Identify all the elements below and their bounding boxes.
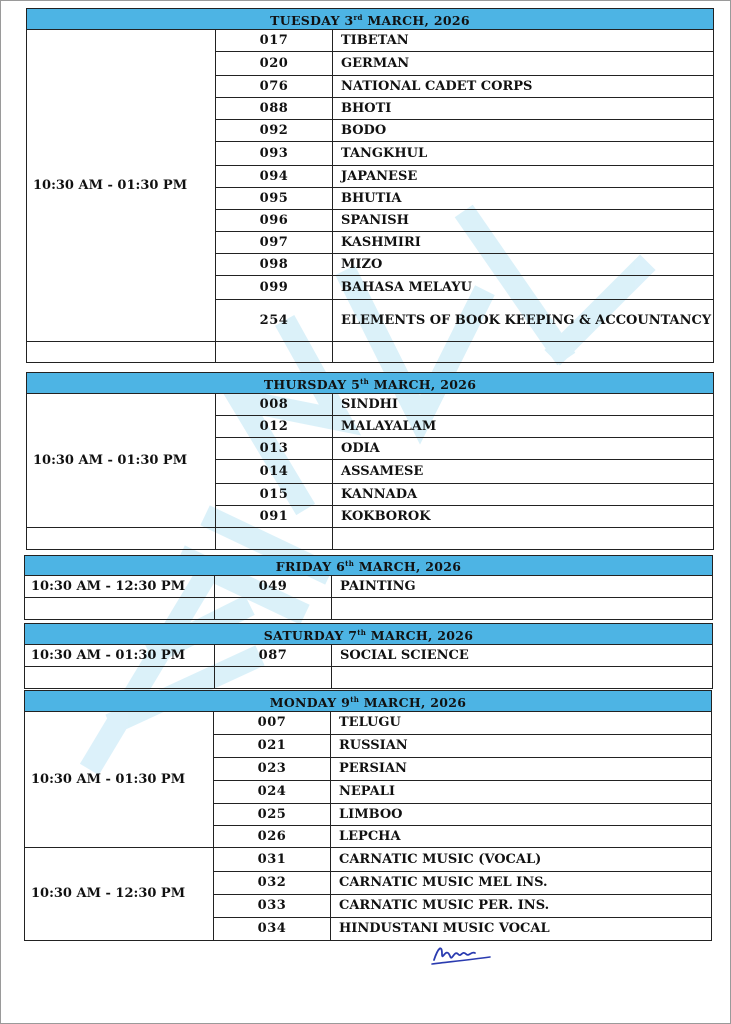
subject-code: 012 <box>216 416 333 438</box>
subject-code: 091 <box>216 506 333 528</box>
subject-name: PAINTING <box>332 576 713 598</box>
subject-code: 032 <box>214 872 331 895</box>
empty-cell <box>333 528 714 550</box>
date-day: TUESDAY 3 <box>270 12 354 28</box>
signature-icon <box>428 940 498 968</box>
subject-code: 020 <box>216 52 333 76</box>
subject-name: LEPCHA <box>331 826 712 848</box>
empty-cell <box>27 342 216 363</box>
date-month-year: MARCH, 2026 <box>369 376 477 392</box>
subject-code: 096 <box>216 210 333 232</box>
spacer-row <box>27 342 714 363</box>
subject-code: 092 <box>216 120 333 142</box>
time-slot: 10:30 AM - 12:30 PM <box>25 848 214 941</box>
time-slot: 10:30 AM - 01:30 PM <box>25 712 214 848</box>
subject-name: GERMAN <box>333 52 714 76</box>
date-header-row <box>27 9 714 30</box>
subject-code: 031 <box>214 848 331 872</box>
subject-name: PERSIAN <box>331 758 712 781</box>
date-suffix: th <box>345 559 355 568</box>
subject-code: 076 <box>216 76 333 98</box>
date-suffix: th <box>360 376 370 386</box>
subject-row <box>27 30 714 52</box>
subject-name: CARNATIC MUSIC MEL INS. <box>331 872 712 895</box>
subject-code: 008 <box>216 394 333 416</box>
subject-code: 014 <box>216 460 333 484</box>
subject-name: KASHMIRI <box>333 232 714 254</box>
date-day: FRIDAY 6 <box>275 559 346 574</box>
subject-name: HINDUSTANI MUSIC VOCAL <box>331 918 712 941</box>
date-month-year: MARCH, 2026 <box>354 559 462 574</box>
subject-code: 007 <box>214 712 331 735</box>
subject-code: 021 <box>214 735 331 758</box>
empty-cell <box>25 667 215 689</box>
subject-name: TANGKHUL <box>333 142 714 166</box>
date-header <box>25 691 712 712</box>
spacer-row <box>25 598 713 620</box>
subject-name: KOKBOROK <box>333 506 714 528</box>
spacer-row <box>27 528 714 550</box>
empty-cell <box>215 667 332 689</box>
date-day: SATURDAY 7 <box>263 627 358 643</box>
subject-name: TIBETAN <box>333 30 714 52</box>
subject-code: 254 <box>216 300 333 342</box>
empty-cell <box>215 598 332 620</box>
date-suffix: rd <box>353 12 363 22</box>
exam-day-block <box>26 8 714 363</box>
date-month-year: MARCH, 2026 <box>366 627 474 643</box>
subject-code: 049 <box>215 576 332 598</box>
subject-name: ELEMENTS OF BOOK KEEPING & ACCOUNTANCY <box>333 300 714 342</box>
subject-name: NATIONAL CADET CORPS <box>333 76 714 98</box>
subject-name: TELUGU <box>331 712 712 735</box>
subject-code: 093 <box>216 142 333 166</box>
subject-name: SPANISH <box>333 210 714 232</box>
date-header-row <box>25 556 713 576</box>
time-slot: 10:30 AM - 12:30 PM <box>25 576 215 598</box>
subject-name: SINDHI <box>333 394 714 416</box>
spacer-row <box>25 667 713 689</box>
subject-code: 033 <box>214 895 331 918</box>
subject-code: 095 <box>216 188 333 210</box>
subject-name: ODIA <box>333 438 714 460</box>
date-header <box>27 373 714 394</box>
date-suffix: th <box>357 627 367 637</box>
time-slot: 10:30 AM - 01:30 PM <box>27 30 216 342</box>
subject-code: 015 <box>216 484 333 506</box>
subject-code: 024 <box>214 781 331 804</box>
empty-cell <box>27 528 216 550</box>
subject-code: 013 <box>216 438 333 460</box>
subject-name: BHUTIA <box>333 188 714 210</box>
exam-day-block <box>26 372 714 550</box>
date-header-row <box>25 691 712 712</box>
empty-cell <box>332 598 713 620</box>
empty-cell <box>216 528 333 550</box>
subject-name: BAHASA MELAYU <box>333 276 714 300</box>
subject-name: JAPANESE <box>333 166 714 188</box>
subject-name: KANNADA <box>333 484 714 506</box>
empty-cell <box>216 342 333 363</box>
date-month-year: MARCH, 2026 <box>359 694 467 710</box>
subject-name: LIMBOO <box>331 804 712 826</box>
subject-name: BHOTI <box>333 98 714 120</box>
time-slot: 10:30 AM - 01:30 PM <box>25 645 215 667</box>
date-header <box>25 624 713 645</box>
date-month-year: MARCH, 2026 <box>362 12 470 28</box>
subject-row <box>27 394 714 416</box>
date-header <box>27 9 714 30</box>
subject-name: CARNATIC MUSIC PER. INS. <box>331 895 712 918</box>
subject-code: 088 <box>216 98 333 120</box>
date-suffix: th <box>350 694 360 704</box>
subject-row <box>25 576 713 598</box>
subject-name: ASSAMESE <box>333 460 714 484</box>
subject-code: 097 <box>216 232 333 254</box>
exam-day-block <box>24 690 712 941</box>
subject-code: 099 <box>216 276 333 300</box>
subject-name: SOCIAL SCIENCE <box>332 645 713 667</box>
subject-code: 026 <box>214 826 331 848</box>
subject-code: 098 <box>216 254 333 276</box>
time-slot: 10:30 AM - 01:30 PM <box>27 394 216 528</box>
empty-cell <box>25 598 215 620</box>
subject-name: MALAYALAM <box>333 416 714 438</box>
subject-name: NEPALI <box>331 781 712 804</box>
subject-code: 025 <box>214 804 331 826</box>
subject-code: 023 <box>214 758 331 781</box>
subject-row <box>25 712 712 735</box>
subject-row <box>25 645 713 667</box>
subject-row <box>25 848 712 872</box>
empty-cell <box>333 342 714 363</box>
subject-name: RUSSIAN <box>331 735 712 758</box>
empty-cell <box>332 667 713 689</box>
subject-code: 034 <box>214 918 331 941</box>
date-header-row <box>25 624 713 645</box>
subject-code: 094 <box>216 166 333 188</box>
subject-name: MIZO <box>333 254 714 276</box>
exam-day-block <box>24 555 713 620</box>
subject-code: 017 <box>216 30 333 52</box>
date-header-row <box>27 373 714 394</box>
date-day: THURSDAY 5 <box>263 376 361 392</box>
date-day: MONDAY 9 <box>269 694 351 710</box>
subject-code: 087 <box>215 645 332 667</box>
exam-day-block <box>24 623 713 689</box>
subject-name: CARNATIC MUSIC (VOCAL) <box>331 848 712 872</box>
subject-name: BODO <box>333 120 714 142</box>
date-header <box>25 556 713 576</box>
